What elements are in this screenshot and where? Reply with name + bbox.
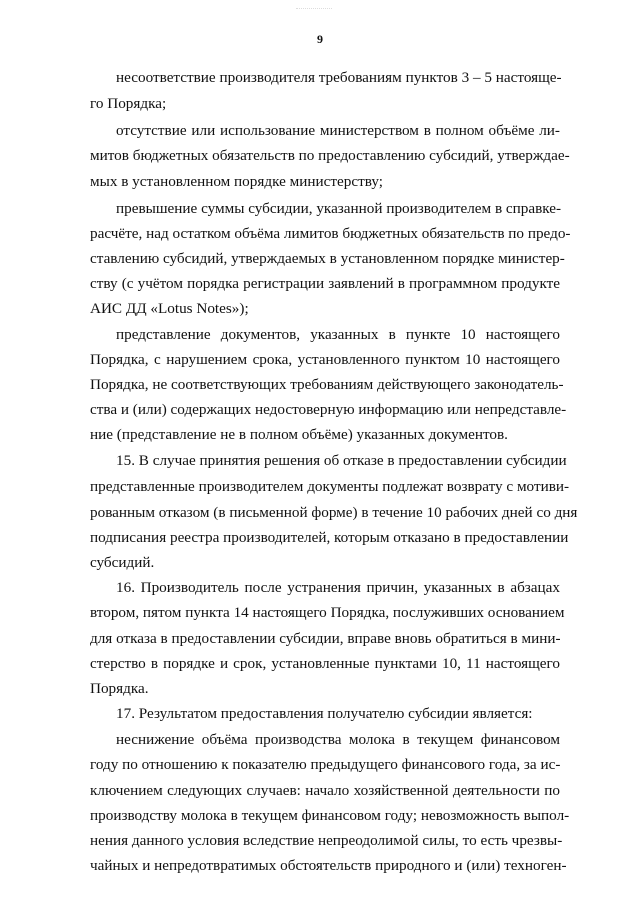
text-line: мых в установленном порядке министерству;	[90, 173, 383, 190]
text-line: 17. Результатом предоставления получателю субсидии является:	[116, 705, 533, 722]
faint-stamp-mark	[296, 2, 332, 9]
text-line: расчёте, над остатком объёма лимитов бюджетных обязательств по предо-	[90, 225, 571, 242]
page-number: 9	[317, 32, 323, 46]
text-line: АИС ДД «Lotus Notes»);	[90, 300, 249, 317]
text-line: для отказа в предоставлении субсидии, вправе вновь обратиться в мини-	[90, 630, 561, 647]
text-line: отсутствие или использование министерством в полном объёме ли-	[116, 122, 560, 139]
text-line: субсидий.	[90, 554, 155, 571]
text-line: рованным отказом (в письменной форме) в течение 10 рабочих дней со дня	[90, 504, 578, 521]
text-line: Порядка, не соответствующих требованиям действующего законодатель-	[90, 376, 564, 393]
text-line: ние (представление не в полном объёме) указанных документов.	[90, 426, 508, 443]
text-line: 15. В случае принятия решения об отказе в предоставлении субсидии	[116, 452, 567, 469]
text-line: представленные производителем документы подлежат возврату с мотиви-	[90, 478, 570, 495]
text-line: стерство в порядке и срок, установленные пунктами 10, 11 настоящего	[90, 655, 560, 672]
text-line: втором, пятом пункта 14 настоящего Порядка, послуживших основанием	[90, 604, 565, 621]
text-line: ключением следующих случаев: начало хозяйственной деятельности по	[90, 782, 560, 799]
text-line: ставлению субсидий, утверждаемых в установленном порядке министер-	[90, 250, 565, 267]
text-line: году по отношению к показателю предыдущего финансового года, за ис-	[90, 756, 561, 773]
text-line: нения данного условия вследствие непреодолимой силы, то есть чрезвы-	[90, 832, 563, 849]
text-line: 16. Производитель после устранения причин, указанных в абзацах	[116, 579, 560, 596]
text-line: представление документов, указанных в пункте 10 настоящего	[116, 326, 560, 343]
text-line: производству молока в текущем финансовом году; невозможность выпол-	[90, 807, 570, 824]
text-line: неснижение объёма производства молока в текущем финансовом	[116, 731, 560, 748]
text-line: ству (с учётом порядка регистрации заявлений в программном продукте	[90, 275, 560, 292]
text-line: подписания реестра производителей, которым отказано в предоставлении	[90, 529, 569, 546]
text-line: несоответствие производителя требованиям пунктов 3 – 5 настояще-	[116, 69, 562, 86]
text-line: митов бюджетных обязательств по предоставлению субсидий, утверждае-	[90, 147, 570, 164]
text-line: ства и (или) содержащих недостоверную информацию или непредставле-	[90, 401, 567, 418]
text-line: Порядка.	[90, 680, 149, 697]
text-line: чайных и непредотвратимых обстоятельств природного и (или) техноген-	[90, 857, 567, 874]
text-line: превышение суммы субсидии, указанной производителем в справке-	[116, 200, 562, 217]
text-line: го Порядка;	[90, 95, 167, 112]
text-line: Порядка, с нарушением срока, установленного пунктом 10 настоящего	[90, 351, 560, 368]
